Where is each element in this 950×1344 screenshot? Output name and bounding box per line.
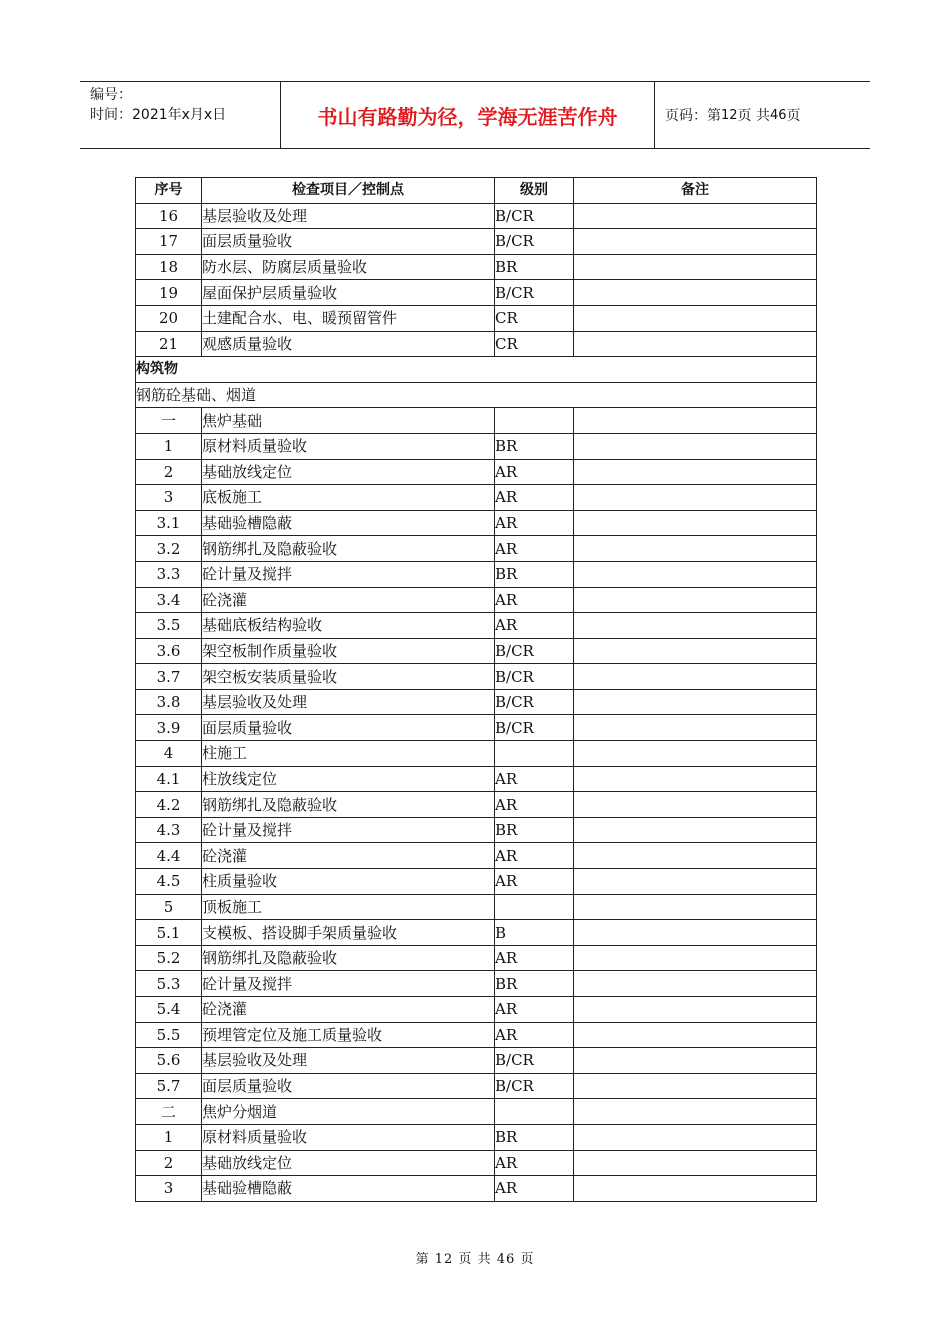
table-row bbox=[136, 459, 817, 485]
row-number: 3 bbox=[136, 1176, 202, 1202]
section-title: 钢筋砼基础、烟道 bbox=[136, 382, 817, 408]
row-item: 架空板安装质量验收 bbox=[202, 664, 495, 690]
inspection-table bbox=[135, 177, 817, 1202]
page-header bbox=[80, 81, 870, 149]
row-number: 3.6 bbox=[136, 638, 202, 664]
row-item: 基础放线定位 bbox=[202, 1150, 495, 1176]
row-item: 砼浇灌 bbox=[202, 997, 495, 1023]
page-prefix: 页码：第 bbox=[665, 108, 721, 124]
row-item: 观感质量验收 bbox=[202, 331, 495, 357]
row-number: 1 bbox=[136, 1124, 202, 1150]
row-number: 19 bbox=[136, 280, 202, 306]
row-remark bbox=[574, 997, 817, 1023]
table-row bbox=[136, 1022, 817, 1048]
row-remark bbox=[574, 1124, 817, 1150]
row-item: 基础验槽隐蔽 bbox=[202, 1176, 495, 1202]
row-item: 柱质量验收 bbox=[202, 869, 495, 895]
row-level: AR bbox=[495, 485, 574, 511]
row-item: 支模板、搭设脚手架质量验收 bbox=[202, 920, 495, 946]
row-number: 5.1 bbox=[136, 920, 202, 946]
row-remark bbox=[574, 1048, 817, 1074]
row-item: 柱施工 bbox=[202, 741, 495, 767]
row-item: 钢筋绑扎及隐蔽验收 bbox=[202, 536, 495, 562]
col-header-item: 检查项目／控制点 bbox=[202, 178, 495, 204]
row-level: B/CR bbox=[495, 280, 574, 306]
row-remark bbox=[574, 203, 817, 229]
table-row bbox=[136, 280, 817, 306]
row-level: B/CR bbox=[495, 638, 574, 664]
row-remark bbox=[574, 741, 817, 767]
row-item: 架空板制作质量验收 bbox=[202, 638, 495, 664]
table-body bbox=[136, 203, 817, 1201]
row-level: AR bbox=[495, 613, 574, 639]
row-item: 屋面保护层质量验收 bbox=[202, 280, 495, 306]
row-item: 钢筋绑扎及隐蔽验收 bbox=[202, 792, 495, 818]
table-row bbox=[136, 613, 817, 639]
header-page-info bbox=[655, 82, 870, 148]
row-level: B/CR bbox=[495, 229, 574, 255]
row-remark bbox=[574, 664, 817, 690]
row-remark bbox=[574, 1022, 817, 1048]
table-row bbox=[136, 1099, 817, 1125]
row-remark bbox=[574, 433, 817, 459]
row-item: 面层质量验收 bbox=[202, 1073, 495, 1099]
row-level: B/CR bbox=[495, 689, 574, 715]
table-row bbox=[136, 1150, 817, 1176]
table-row bbox=[136, 254, 817, 280]
row-item: 基层验收及处理 bbox=[202, 1048, 495, 1074]
row-level: AR bbox=[495, 1022, 574, 1048]
row-number: 3.4 bbox=[136, 587, 202, 613]
row-remark bbox=[574, 1099, 817, 1125]
table-row bbox=[136, 715, 817, 741]
row-item: 基础底板结构验收 bbox=[202, 613, 495, 639]
row-item: 砼计量及搅拌 bbox=[202, 971, 495, 997]
row-level: B/CR bbox=[495, 1073, 574, 1099]
row-number: 5.7 bbox=[136, 1073, 202, 1099]
row-item: 面层质量验收 bbox=[202, 229, 495, 255]
table-row bbox=[136, 638, 817, 664]
table-row bbox=[136, 689, 817, 715]
table-row bbox=[136, 766, 817, 792]
row-number: 4.1 bbox=[136, 766, 202, 792]
row-remark bbox=[574, 510, 817, 536]
row-remark bbox=[574, 894, 817, 920]
row-remark bbox=[574, 920, 817, 946]
row-number: 5 bbox=[136, 894, 202, 920]
row-level: AR bbox=[495, 536, 574, 562]
table-row bbox=[136, 587, 817, 613]
row-level: AR bbox=[495, 459, 574, 485]
table-row bbox=[136, 1176, 817, 1202]
table-row bbox=[136, 997, 817, 1023]
table-row bbox=[136, 203, 817, 229]
row-item: 基础验槽隐蔽 bbox=[202, 510, 495, 536]
table-row bbox=[136, 843, 817, 869]
row-number: 4.2 bbox=[136, 792, 202, 818]
row-item: 砼计量及搅拌 bbox=[202, 817, 495, 843]
table-row bbox=[136, 792, 817, 818]
row-remark bbox=[574, 587, 817, 613]
row-number: 4.5 bbox=[136, 869, 202, 895]
row-remark bbox=[574, 561, 817, 587]
row-level: AR bbox=[495, 587, 574, 613]
row-number: 3.2 bbox=[136, 536, 202, 562]
row-level: BR bbox=[495, 561, 574, 587]
row-level: BR bbox=[495, 817, 574, 843]
row-level bbox=[495, 741, 574, 767]
row-level: AR bbox=[495, 945, 574, 971]
table-row bbox=[136, 485, 817, 511]
row-number: 5.5 bbox=[136, 1022, 202, 1048]
row-level: AR bbox=[495, 843, 574, 869]
row-number: 2 bbox=[136, 459, 202, 485]
row-remark bbox=[574, 638, 817, 664]
row-number: 2 bbox=[136, 1150, 202, 1176]
table-row bbox=[136, 433, 817, 459]
row-number: 5.3 bbox=[136, 971, 202, 997]
row-number: 3.5 bbox=[136, 613, 202, 639]
row-level: AR bbox=[495, 766, 574, 792]
row-number: 5.4 bbox=[136, 997, 202, 1023]
row-item: 钢筋绑扎及隐蔽验收 bbox=[202, 945, 495, 971]
table-row bbox=[136, 817, 817, 843]
row-level: AR bbox=[495, 1176, 574, 1202]
table-row bbox=[136, 229, 817, 255]
row-remark bbox=[574, 229, 817, 255]
row-item: 砼浇灌 bbox=[202, 843, 495, 869]
table-row bbox=[136, 1124, 817, 1150]
table-row bbox=[136, 536, 817, 562]
row-level: B/CR bbox=[495, 1048, 574, 1074]
header-meta bbox=[80, 82, 281, 148]
header-motto: 书山有路勤为径，学海无涯苦作舟 bbox=[281, 82, 655, 148]
row-level: B/CR bbox=[495, 664, 574, 690]
row-remark bbox=[574, 766, 817, 792]
row-item: 原材料质量验收 bbox=[202, 433, 495, 459]
col-header-remark: 备注 bbox=[574, 178, 817, 204]
page-mid: 页 共 bbox=[737, 108, 770, 124]
code-label: 编号： bbox=[90, 87, 132, 103]
table-row bbox=[136, 1073, 817, 1099]
table-row bbox=[136, 920, 817, 946]
page-footer: 第 12 页 共 46 页 bbox=[415, 1252, 535, 1267]
row-remark bbox=[574, 459, 817, 485]
row-number: 3.1 bbox=[136, 510, 202, 536]
row-number: 4 bbox=[136, 741, 202, 767]
table-row bbox=[136, 1048, 817, 1074]
row-level: AR bbox=[495, 510, 574, 536]
table-row bbox=[136, 561, 817, 587]
row-remark bbox=[574, 305, 817, 331]
page-current: 12 bbox=[721, 107, 738, 123]
section-title: 构筑物 bbox=[136, 357, 817, 383]
table-row bbox=[136, 408, 817, 434]
row-item: 基层验收及处理 bbox=[202, 203, 495, 229]
row-level: B bbox=[495, 920, 574, 946]
row-remark bbox=[574, 613, 817, 639]
row-item: 原材料质量验收 bbox=[202, 1124, 495, 1150]
row-level: BR bbox=[495, 1124, 574, 1150]
table-row bbox=[136, 510, 817, 536]
row-item: 砼计量及搅拌 bbox=[202, 561, 495, 587]
row-level: AR bbox=[495, 869, 574, 895]
row-remark bbox=[574, 1073, 817, 1099]
row-remark bbox=[574, 485, 817, 511]
row-level: BR bbox=[495, 433, 574, 459]
row-remark bbox=[574, 1176, 817, 1202]
table-row bbox=[136, 869, 817, 895]
row-number: 21 bbox=[136, 331, 202, 357]
row-number: 16 bbox=[136, 203, 202, 229]
row-level: AR bbox=[495, 997, 574, 1023]
section-row bbox=[136, 357, 817, 383]
row-remark bbox=[574, 254, 817, 280]
row-item: 土建配合水、电、暖预留管件 bbox=[202, 305, 495, 331]
row-level bbox=[495, 1099, 574, 1125]
table-row bbox=[136, 664, 817, 690]
row-level: CR bbox=[495, 305, 574, 331]
row-level: AR bbox=[495, 792, 574, 818]
row-item: 焦炉基础 bbox=[202, 408, 495, 434]
row-level: B/CR bbox=[495, 715, 574, 741]
row-number: 一 bbox=[136, 408, 202, 434]
row-remark bbox=[574, 817, 817, 843]
row-item: 底板施工 bbox=[202, 485, 495, 511]
row-number: 3 bbox=[136, 485, 202, 511]
table-row bbox=[136, 894, 817, 920]
table-row bbox=[136, 971, 817, 997]
time-label: 时间：2021年x月x日 bbox=[90, 107, 227, 123]
row-item: 砼浇灌 bbox=[202, 587, 495, 613]
row-item: 顶板施工 bbox=[202, 894, 495, 920]
row-remark bbox=[574, 280, 817, 306]
row-remark bbox=[574, 971, 817, 997]
row-remark bbox=[574, 945, 817, 971]
row-number: 18 bbox=[136, 254, 202, 280]
row-number: 5.2 bbox=[136, 945, 202, 971]
row-remark bbox=[574, 1150, 817, 1176]
row-remark bbox=[574, 869, 817, 895]
table-header-row bbox=[136, 178, 817, 204]
row-level: B/CR bbox=[495, 203, 574, 229]
row-item: 基层验收及处理 bbox=[202, 689, 495, 715]
page-total: 46 bbox=[770, 107, 787, 123]
row-item: 焦炉分烟道 bbox=[202, 1099, 495, 1125]
row-remark bbox=[574, 408, 817, 434]
row-level: BR bbox=[495, 254, 574, 280]
row-number: 4.4 bbox=[136, 843, 202, 869]
table-row bbox=[136, 945, 817, 971]
row-item: 面层质量验收 bbox=[202, 715, 495, 741]
row-number: 3.9 bbox=[136, 715, 202, 741]
row-item: 预埋管定位及施工质量验收 bbox=[202, 1022, 495, 1048]
row-level: AR bbox=[495, 1150, 574, 1176]
row-level: CR bbox=[495, 331, 574, 357]
row-item: 防水层、防腐层质量验收 bbox=[202, 254, 495, 280]
row-number: 17 bbox=[136, 229, 202, 255]
row-level: BR bbox=[495, 971, 574, 997]
col-header-no: 序号 bbox=[136, 178, 202, 204]
row-number: 3.3 bbox=[136, 561, 202, 587]
page-suffix: 页 bbox=[786, 108, 801, 124]
table-row bbox=[136, 305, 817, 331]
row-number: 3.7 bbox=[136, 664, 202, 690]
table-row bbox=[136, 741, 817, 767]
row-number: 3.8 bbox=[136, 689, 202, 715]
row-item: 基础放线定位 bbox=[202, 459, 495, 485]
table-row bbox=[136, 331, 817, 357]
row-number: 二 bbox=[136, 1099, 202, 1125]
row-remark bbox=[574, 792, 817, 818]
row-remark bbox=[574, 536, 817, 562]
row-level bbox=[495, 408, 574, 434]
row-number: 4.3 bbox=[136, 817, 202, 843]
row-remark bbox=[574, 689, 817, 715]
row-remark bbox=[574, 715, 817, 741]
row-remark bbox=[574, 331, 817, 357]
row-number: 1 bbox=[136, 433, 202, 459]
row-remark bbox=[574, 843, 817, 869]
row-number: 5.6 bbox=[136, 1048, 202, 1074]
row-number: 20 bbox=[136, 305, 202, 331]
section-row bbox=[136, 382, 817, 408]
row-item: 柱放线定位 bbox=[202, 766, 495, 792]
row-level bbox=[495, 894, 574, 920]
col-header-level: 级别 bbox=[495, 178, 574, 204]
